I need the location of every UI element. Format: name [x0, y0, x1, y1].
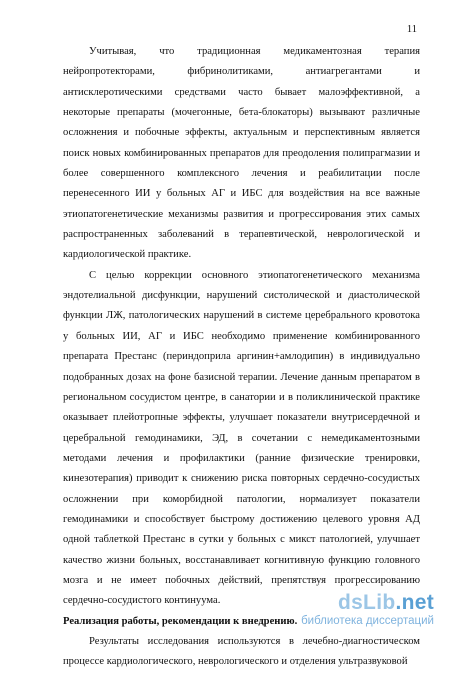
paragraph-intro: Учитывая, что традиционная медикаментозная терапия нейропротекторами, фибринолитиками, антиагрегантами и антисклеротическими средствами часто бывает малоэффективной, а некоторые препараты (мочегонные, бета-блокаторы) вызывают различные осложнения и побочные эффекты, актуальным и перспективным является поиск новых комбинированных препаратов для преодоления полипрагмазии и более совершенного комплексного лечения и реабилитации после перенесенного ИИ у больных АГ и ИБС для воздействия на все важные этиопатогенетические механизмы развития и прогрессирования этих самых распространенных заболеваний в терапевтической, неврологической и кардиологической практике.	[63, 46, 420, 261]
dslib-watermark	[301, 592, 434, 628]
watermark-logo-tld: .net	[395, 591, 434, 614]
document-body	[63, 42, 420, 673]
paragraph-correction: С целью коррекции основного этиопатогенетического механизма эндотелиальной дисфункции, нарушений систолической и диастолической функции ЛЖ, патологических нарушений в системе церебрального кровотока у больных ИИ, АГ и ИБС необходимо применение комбинированного препарата Престанс (периндоприла аргинин+амлодипин) в индивидуально подобранных дозах на фоне базисной терапии. Лечение данным препаратом в региональном сосудистом центре, в санатории и в поликлинической практике оказывает плейотропные эффекты, улучшает показатели внутрисердечной и церебральной гемодинамики, ЭД, в сочетании с немедикаментозными методами лечения и профилактики (ранние физические тренировки, кинезотерапия) приводит к снижению риска повторных сердечно-сосудистых осложнении при коморбидной патологии, нормализует показатели гемодинамики и способствует быстрому достижению целевого уровня АД одной таблеткой Престанс в сутки у больных с микст патологией, улучшает качество жизни больных, восстанавливает когнитивную функцию головного мозга и не имеет побочных действий, препятствуя прогрессированию сердечно-сосудистого континуума.	[63, 269, 420, 607]
watermark-logo-main: dsLib	[337, 591, 396, 614]
watermark-caption: библиотека диссертаций	[301, 615, 434, 627]
section-heading: Реализация работы, рекомендации к внедрению.	[63, 615, 298, 627]
watermark-logo	[301, 592, 434, 614]
paragraph-results: Результаты исследования используются в лечебно-диагностическом процессе кардиологического, неврологического и отделения ультразвуковой	[63, 635, 420, 668]
page-number: 11	[406, 24, 417, 35]
